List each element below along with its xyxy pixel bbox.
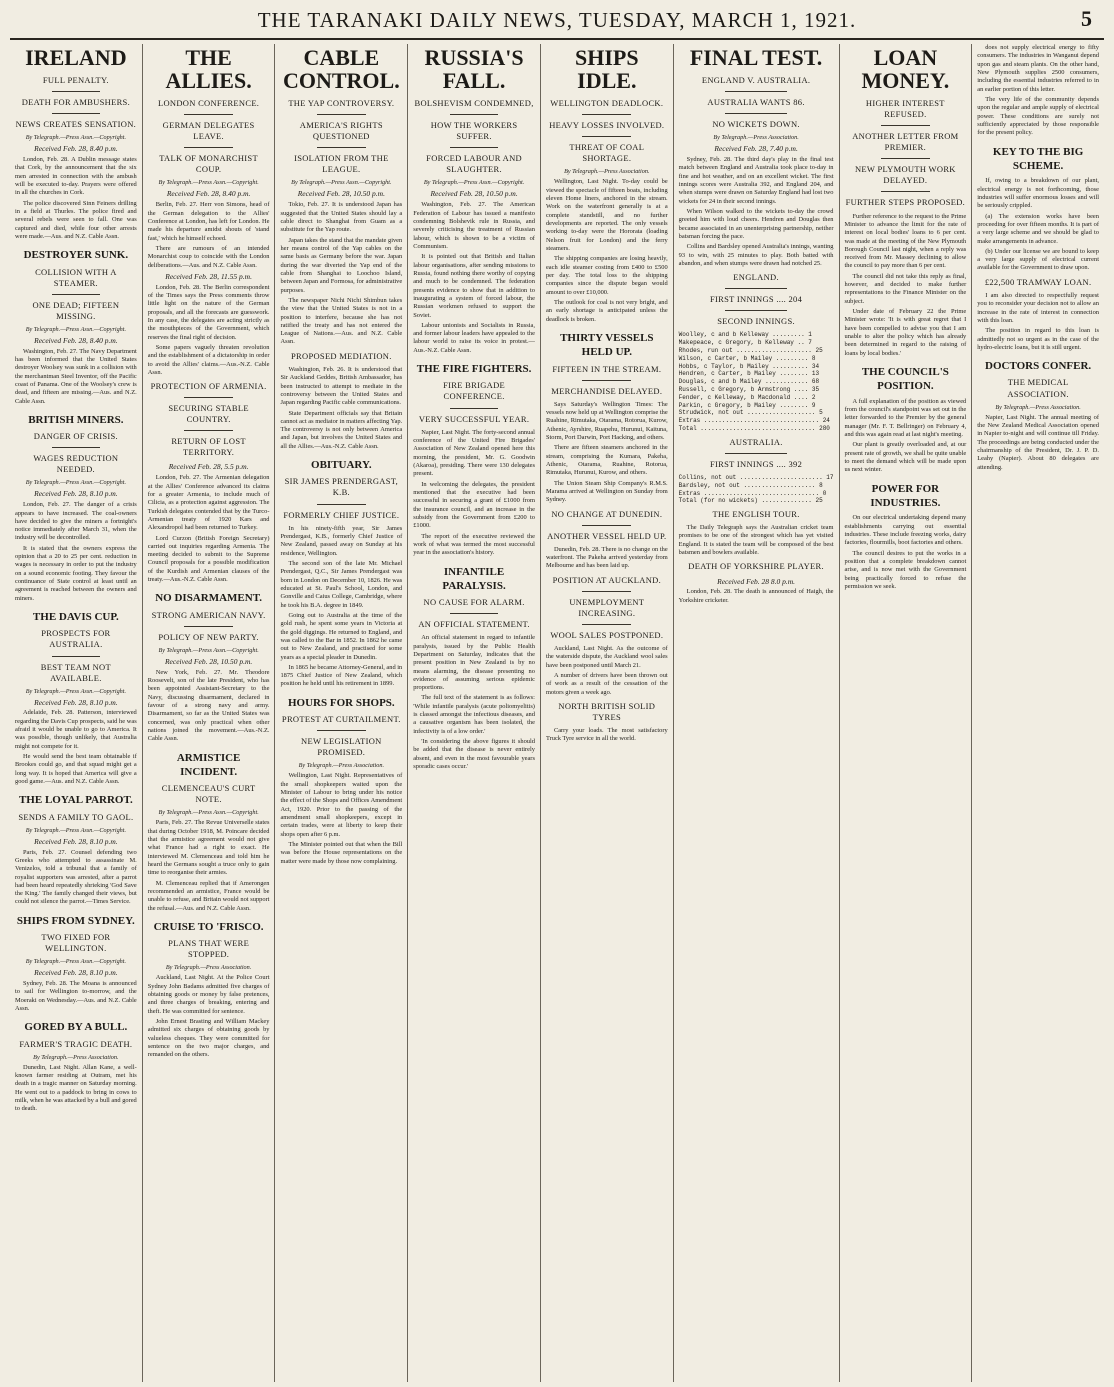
article: [148, 591, 270, 743]
article: [15, 793, 137, 906]
divider: [881, 125, 930, 126]
article-headline: NO DISARMAMENT.: [155, 592, 262, 605]
subheading: FIRST INNINGS .... 204: [710, 294, 803, 305]
article-headline: THE COUNCIL'S POSITION.: [861, 366, 949, 393]
subheading: WAGES REDUCTION NEEDED.: [33, 453, 119, 475]
dateline: Received Feb. 28, 8.10 p.m.: [34, 489, 118, 499]
paragraph: Our plant is greatly overloaded and, at our present rate of growth, we shall be quite unable to meet the demand which will be made upon us next winter.: [844, 441, 967, 474]
paragraph: On our electrical undertaking depend many establishments carrying out essential industries. These include freezing works, dairy factories, flourmills, boot factories and others.: [844, 514, 967, 547]
score-row: Total ................................ 280: [678, 425, 830, 433]
article: [546, 701, 668, 744]
paragraph: Washington, Feb. 26. It is understood that Sir Auckland Geddes, British Ambassador, has been instructed to attempt to mediate in the controversy between the United States and Japan regarding Pacific cable communications.: [280, 365, 403, 407]
score-row: Makepeace, c Gregory, b Kelleway .. 7: [678, 339, 812, 347]
column: [540, 44, 673, 1382]
article: [15, 248, 137, 406]
paragraph: Collins and Bardsley opened Australia's innings, wanting 93 to win, with 25 minutes to play. Both batted with abandon, and when stumps were drawn had notched 25.: [678, 243, 834, 267]
paragraph: The very life of the community depends upon the regular and ample supply of electrical power. These conditions are surely not sufficiently appreciated by those responsible for the present policy.: [977, 95, 1099, 137]
divider: [52, 294, 101, 295]
credit-line: By Telegraph.—Press Association.: [564, 168, 650, 176]
subheading: NO WICKETS DOWN.: [712, 119, 800, 130]
score-row: Hendren, c Carter, b Mailey ........ 13: [678, 370, 820, 378]
divider: [317, 147, 366, 148]
score-row: Extras ................................ 24: [678, 417, 830, 425]
paragraph: Auckland, Last Night. At the Police Court Sydney John Badams admitted five charges of obtaining goods or money by false pretences, and three charges of breaking, entering and theft. He was committed for sentence.: [147, 974, 270, 1015]
paragraph: London, Feb. 27. The Armenian delegation at the Allies' Conference advanced its claims for a greater Armenia, to include much of Cilicia, as a protection against aggression. The Turkish delegates contended that by the Turco-Armenian treaty of 1920 Kars and Alexandropol had been returned to Turkey.: [147, 474, 270, 532]
credit-line: By Telegraph.—Press Assn.—Copyright.: [25, 958, 127, 966]
paragraph: Napier, Last Night. The annual meeting of the New Zealand Medical Association opened in Napier to-night and will continue till Friday. The proceedings are being conducted under the chairmanship of the President, Dr. J. P. D. Leahy (Napier). About 80 delegates are attending.: [977, 413, 1099, 471]
paragraph: Under date of February 22 the Prime Minister wrote: 'It is with great regret that I have been compelled to advise you that I am unable to alter the policy which has already been determined in regard to the raising of loans by local bodies.': [844, 308, 967, 357]
paragraph: The council desires to put the works in a position that a complete breakdown cannot arise, and is now met with the Government being practically forced to refuse the permission we seek.: [844, 549, 967, 590]
paragraph: does not supply electrical energy to fifty consumers. The industries in Wanganui depend upon gas and steam plants. On the other hand, New Plymouth supplies 2500 consumers, including the essential industries referred to in an earlier portion of this letter.: [977, 44, 1099, 93]
paragraph: London, Feb. 28. A Dublin message states that Cork, by the announcement that the six men arrested in connection with the ambush will be executed to-day. Prayers were offered in all the churches in Cork.: [15, 156, 137, 197]
subheading: NEW LEGISLATION PROMISED.: [301, 736, 382, 758]
paragraph: The newspaper Nichi Nichi Shimbun takes the view that the United States is not in a position to interfere, because she has not ratified the treaty and has not entered the League of Nations.—Aus. and N.Z. Cable Assn.: [280, 296, 403, 346]
column: [407, 44, 540, 1382]
dateline: Received Feb. 28 8.0 p.m.: [717, 576, 796, 586]
credit-line: By Telegraph.—Press Association.: [165, 964, 252, 972]
subheading: ANOTHER VESSEL HELD UP.: [547, 530, 667, 541]
article-headline: THE FIRE FIGHTERS.: [416, 363, 532, 376]
article: [679, 437, 834, 505]
masthead-title: THE TARANAKI DAILY NEWS, TUESDAY, MARCH 1, 1921.: [257, 8, 857, 32]
column-headline: THE ALLIES.: [165, 45, 252, 94]
divider: [725, 288, 787, 289]
article: [679, 272, 834, 433]
divider: [184, 397, 233, 398]
dateline: Received Feb. 28, 7.40 p.m.: [714, 144, 798, 154]
divider: [582, 591, 631, 592]
article: [15, 914, 137, 1014]
dateline: Received Feb. 28, 8.10 p.m.: [34, 968, 118, 978]
paragraph: The full text of the statement is as follows: 'While infantile paralysis (acute poliomyelitis) is classed amongst the infectious diseases, and a causative organism has been isolated, the infectivity is of a low order.': [413, 694, 535, 735]
paragraph: When Wilson walked to the wickets to-day the crowd greeted him with loud cheers. Hendren and Douglas then became associated in an unenterprising partnership, neither batsman forcing the pace.: [678, 208, 834, 240]
credit-line: By Telegraph.—Press Assn.—Copyright.: [291, 179, 392, 187]
paragraph: The council did not take this reply as final, however, and decided to make further representations to the Finance Minister on the subject.: [844, 272, 967, 305]
paragraph: In 1865 he became Attorney-General, and in 1875 Chief Justice of New Zealand, which position he held until his retirement in 1899.: [280, 663, 403, 688]
paragraph: I am also directed to respectfully request you to reconsider your decision not to allow an increase in the rate of interest in connection with this loan.: [977, 291, 1099, 324]
article-headline: BRITISH MINERS.: [28, 413, 124, 426]
column-headline: RUSSIA'S FALL.: [424, 45, 524, 94]
paragraph: A full explanation of the position as viewed from the council's standpoint was set out in the letter forwarded to the Premier by the general manager (Mr. F. T. Bellringer) on February 4, and this was again read at last night's meeting.: [844, 397, 967, 438]
subheading: NEW PLYMOUTH WORK DELAYED.: [854, 164, 956, 186]
article: [679, 561, 834, 604]
credit-line: By Telegraph.—Press Association.: [713, 134, 799, 142]
paragraph: Sydney, Feb. 28. The Moana is announced to sail for Wellington to-morrow, and the Moeraki on Wednesday.—Aus. and N.Z. Cable Assn.: [15, 980, 137, 1012]
article: [280, 458, 402, 689]
paragraph: The report of the executive reviewed the work of what was termed the most successful year in the association's history.: [413, 532, 535, 557]
subheading: ISOLATION FROM THE LEAGUE.: [294, 153, 389, 175]
divider: [582, 114, 631, 115]
subheading: WELLINGTON DEADLOCK.: [550, 98, 664, 109]
paragraph: Paris, Feb. 27. Counsel defending two Greeks who attempted to assassinate M. Venizelos, told a tribunal that a family of royalist supporters was arrested, after a parrot had been heard repeatedly shrieking 'God Save the King.' The family changed their views, but could not silence the parrot.—Times Service.: [15, 848, 137, 906]
subheading: DEATH FOR AMBUSHERS.: [21, 97, 130, 108]
subheading: BOLSHEVISM CONDEMNED,: [414, 98, 534, 109]
paragraph: Further reference to the request to the Prime Minister to advance the limit for the rate of interest on local bodies' loans to 6 per cent. was made at the meeting of the New Plymouth Borough Council last night, when a reply was received from Mr. Massey declining to allow the council to pay more than 6 per cent.: [844, 212, 967, 270]
paragraph: Sydney, Feb. 28. The third day's play in the final test match between England and Australia took place to-day in fine and hot weather, and on an excellent wicket. The first innings scores were Australia 392, and England 204, and when stumps were drawn on Saturday England had lost two wickets for 24 in their second innings.: [678, 156, 834, 205]
divider: [582, 525, 631, 526]
score-row: Parkin, c Gregory, b Mailey ........ 9: [678, 401, 816, 409]
masthead-rule: [10, 38, 1104, 40]
paragraph: (a) The extension works have been proceeding for over fifteen months. It is part of a very large scheme and we should be glad to make arrangements in advance.: [977, 212, 1099, 245]
divider: [52, 656, 101, 657]
subheading: SENDS A FAMILY TO GAOL.: [18, 811, 134, 822]
credit-line: By Telegraph.—Press Assn.—Copyright.: [25, 325, 127, 333]
score-row: Woolley, c and b Kelleway ......... 1: [678, 331, 812, 339]
article: [679, 75, 834, 268]
subheading: HOW THE WORKERS SUFFER.: [430, 120, 518, 142]
article: [413, 98, 535, 355]
article-headline: THIRTY VESSELS HELD UP.: [560, 332, 654, 359]
article: [148, 272, 270, 377]
paragraph: Berlin, Feb. 27. Herr von Simons, head of the German delegation to the Allies' Conference at London, has left for London. He made his departure amidst shouts of 'stand fast,' which he himself echoed.: [147, 201, 270, 242]
subheading: AUSTRALIA WANTS 86.: [707, 97, 805, 108]
article-headline: INFANTILE PARALYSIS.: [442, 565, 506, 592]
divider: [450, 408, 499, 409]
score-row: Collins, not out ....................... 17: [678, 473, 834, 481]
paragraph: It is stated that the owners express the opinion that a 20 to 25 per cent. reduction in wages is necessary in order to put the industry on a sound economic footing. They favour the continuance of State control at least until an agreement is reached between the owners and miners.: [15, 544, 137, 602]
paragraph: London, Feb. 27. The danger of a crisis appears to have increased. The coal-owners have decided to give the miners a fortnight's notice immediately after March 31, when the industry will be decontrolled.: [15, 501, 137, 542]
score-row: Rhodes, run out ..................... 25: [678, 347, 823, 355]
paragraph: There are rumours of an intended Monarchist coup to coincide with the London deliberations.—Aus. and N.Z. Cable Assn.: [147, 244, 270, 269]
divider: [582, 380, 631, 381]
paragraph: Labour unionists and Socialists in Russia, and former labour leaders have appealed to the labour world to raise its voice in protest.—Aus.-N.Z. Cable Assn.: [413, 321, 535, 354]
paragraph: The police discovered Sinn Feiners drilling in a field at Thurles. The police fired and several rebels were seen to fall. One was captured and died, while four other arrests were made.—Aus. and N.Z. Cable Assn.: [15, 199, 137, 240]
credit-line: By Telegraph.—Press Association.: [995, 403, 1081, 411]
subheading: DEATH OF YORKSHIRE PLAYER.: [688, 561, 824, 572]
article: [148, 920, 270, 1060]
paragraph: 'In considering the above figures it should be added that the disease is never entirely absent, and even in the most favourable years sporadic cases occur.': [413, 738, 535, 771]
dateline: Received Feb. 28, 11.55 p.m.: [165, 271, 252, 281]
paragraph: Wellington, Last Night. To-day could be viewed the spectacle of fifteen boats, including eleven Home liners, anchored in the stream. Work on the waterfront generally is at a complete standstill, and no further developments are reported. The only vessels working to-day were the Hororata (loading Nelson fruit for London) and the ferry steamers.: [545, 178, 668, 253]
paragraph: The second son of the late Mr. Michael Prendergast, Q.C., Sir James Prendergast was born in London on December 10, 1826. He was educated at St. Paul's School, London, and Gonville and Caius College, Cambridge, where he took his B.A. degree in 1849.: [280, 559, 403, 609]
paragraph: London, Feb. 28. The death is announced of Haigh, the Yorkshire cricketer.: [678, 588, 834, 604]
dateline: Received Feb. 28, 8.10 p.m.: [34, 836, 118, 846]
score-row: Hobbs, c Taylor, b Mailey .......... 34: [678, 362, 820, 370]
paragraph: John Ernest Brasting and William Mackey admitted six charges of obtaining goods by valueless cheques. They were committed for sentence on the two major charges, and remanded on the others.: [147, 1018, 270, 1059]
divider: [184, 147, 233, 148]
dateline: Received Feb. 28, 10.50 p.m.: [430, 189, 518, 199]
paragraph: Going out to Australia at the time of the gold rush, he spent some years in Victoria at the gold diggings. He returned to England, and was called to the Bar in 1852. In 1862 he came out to New Zealand, and practised for some years as a special pleader in Dunedin.: [280, 611, 403, 661]
article: [679, 509, 834, 557]
subheading: NO CHANGE AT DUNEDIN.: [551, 508, 663, 519]
dateline: Received Feb. 28, 10.50 p.m.: [164, 656, 253, 666]
divider: [184, 626, 233, 627]
subheading: FIRE BRIGADE CONFERENCE.: [443, 380, 506, 402]
paragraph: Dunedin, Feb. 28. There is no change on the waterfront. The Pakeha arrived yesterday from Melbourne and has been laid up.: [545, 545, 668, 570]
article: [413, 565, 535, 772]
score-row: Fender, c Kelleway, b Macdonald .... 2: [678, 393, 816, 401]
subheading: AUSTRALIA.: [729, 436, 783, 447]
paragraph: The Union Steam Ship Company's R.M.S. Marama arrived at Wellington on Sunday from Sydney.: [545, 479, 668, 504]
column-headline: SHIPS IDLE.: [575, 45, 639, 94]
credit-line: By Telegraph.—Press Assn.—Copyright.: [25, 826, 127, 834]
subheading: NEWS CREATES SENSATION.: [15, 119, 137, 130]
paragraph: Dunedin, Last Night. Allan Kane, a well-known farmer residing at Outram, met his death in a tragic manner on Saturday morning. He went out to a paddock to bring in cows to milk, when he was attacked by a bull and gored to death.: [15, 1063, 137, 1113]
credit-line: By Telegraph.—Press Assn.—Copyright.: [25, 687, 127, 695]
divider: [450, 147, 499, 148]
article: [148, 381, 270, 584]
article-headline: POWER FOR INDUSTRIES.: [870, 482, 941, 509]
subheading: STRONG AMERICAN NAVY.: [151, 609, 266, 620]
article-headline: GORED BY A BULL.: [24, 1021, 128, 1034]
paragraph: There are fifteen steamers anchored in the stream, comprising the Kumara, Pakeha, Athenic, Otarama, Ruahine, Rotorua, Rimutaka, Hurunui, Kurow, and others.: [545, 444, 668, 477]
subheading: MERCHANDISE DELAYED.: [551, 385, 663, 396]
subheading: THE YAP CONTROVERSY.: [288, 98, 395, 109]
paragraph: Auckland, Last Night. As the outcome of the waterside dispute, the Auckland wool sales have been postponed until March 21.: [545, 644, 668, 669]
divider: [184, 114, 233, 115]
credit-line: By Telegraph.—Press Association.: [298, 762, 385, 770]
article: [977, 359, 1099, 472]
credit-line: By Telegraph.—Press Assn.—Copyright.: [158, 809, 259, 817]
article: [280, 351, 402, 451]
subheading: POLICY OF NEW PARTY.: [158, 631, 259, 642]
subheading: ANOTHER LETTER FROM PREMIER.: [852, 131, 959, 153]
divider: [52, 447, 101, 448]
subheading: PLANS THAT WERE STOPPED.: [168, 938, 250, 960]
subheading: PROSPECTS FOR AUSTRALIA.: [41, 628, 111, 650]
article: [546, 509, 668, 571]
columns: [10, 44, 1104, 1382]
subheading: ONE DEAD; FIFTEEN MISSING.: [32, 299, 120, 321]
subheading: THE ENGLISH TOUR.: [712, 509, 800, 520]
subheading: FARMER'S TRAGIC DEATH.: [19, 1038, 133, 1049]
subheading: SIR JAMES PRENDERGAST, K.B.: [284, 476, 399, 498]
subheading: TALK OF MONARCHIST COUP.: [159, 153, 258, 175]
page-number: 5: [1081, 6, 1092, 31]
article: [977, 44, 1099, 138]
paragraph: State Department officials say that Britain cannot act as mediator in matters affecting Yap. The controversy is not only between America and Japan, but involves the United States and all the Allies.—Aus.-N.Z. Cable Assn.: [280, 409, 403, 450]
subheading: FIRST INNINGS .... 392: [710, 458, 803, 469]
article: [977, 145, 1099, 273]
column-headline: FINAL TEST.: [689, 45, 823, 70]
divider: [52, 113, 101, 114]
article: [845, 482, 967, 592]
credit-line: By Telegraph.—Press Assn.—Copyright.: [25, 134, 127, 142]
dateline: Received Feb. 28, 8.40 p.m.: [34, 144, 118, 154]
score-row: Douglas, c and b Mailey ............ 68: [678, 378, 820, 386]
subheading: HIGHER INTEREST REFUSED.: [865, 98, 945, 120]
paragraph: M. Clemenceau replied that if Amerongen recommended an armistice, France would be unable to refuse, and Britain would not support the refusal.—Aus. and N.Z. Cable Assn.: [147, 879, 270, 912]
subheading: VERY SUCCESSFUL YEAR.: [418, 413, 530, 424]
divider: [725, 113, 787, 114]
paragraph: London, Feb. 28. The Berlin correspondent of the Times says the Press comments throw little light on the nature of the German proposals, and all the forecasts are guesswork. In any case, the delegates are acting strictly as the mouthpieces of the Government, which reserves the final right of decision.: [147, 283, 270, 341]
paragraph: Japan takes the stand that the mandate given her means control of the Yap cables on the same basis as Germany before the war. Japan during the war diverted the Yap end of the cable from Shanghai to Loochoo Island, between Japan and Formosa, for administrative purposes.: [280, 236, 403, 294]
paragraph: Lord Curzon (British Foreign Secretary) carried out inquiries regarding Armenia. The meeting decided to submit to the Supreme Council proposals for a possible modification of the Kurdish and Armenian clauses of the treaty.—Aus.-N.Z. Cable Assn.: [147, 534, 270, 584]
column: [971, 44, 1104, 1382]
article-headline: CRUISE TO 'FRISCO.: [153, 920, 264, 933]
score-row: Extras ................................ 0: [678, 489, 827, 497]
paragraph: The Daily Telegraph says the Australian cricket team promises to be one of the strongest which has yet visited England. It is stated the team will be composed of the best batsmen and bowlers available.: [678, 524, 834, 557]
article: [546, 575, 668, 697]
score-row: Russell, c Gregory, b Armstrong .... 35: [678, 386, 820, 394]
subheading: ENGLAND V. AUSTRALIA.: [701, 75, 811, 86]
article: [413, 362, 535, 557]
subheading: LONDON CONFERENCE.: [157, 98, 260, 109]
divider: [582, 624, 631, 625]
divider: [317, 730, 366, 731]
paragraph: A number of drivers have been thrown out of work as a result of the cessation of the motors given a week ago.: [545, 671, 668, 696]
subheading: POSITION AT AUCKLAND.: [552, 574, 661, 585]
column: [10, 44, 142, 1382]
divider: [725, 310, 787, 311]
subheading: BEST TEAM NOT AVAILABLE.: [40, 661, 111, 683]
subheading: PROTECTION OF ARMENIA.: [150, 381, 267, 392]
paragraph: New York, Feb. 27. Mr. Theodore Roosevelt, son of the late President, who has been appointed Assistant-Secretary to the Navy, discussing disarmament, declared in favour of a strong navy and army. Disarmament, so far as the United States was concerned, was only practical when other nations joined the movement.—Aus.-N.Z. Cable Assn.: [147, 668, 270, 743]
column: [274, 44, 407, 1382]
article-headline: KEY TO THE BIG SCHEME.: [992, 145, 1084, 172]
subheading: THREAT OF COAL SHORTAGE.: [569, 142, 645, 164]
subheading: SECOND INNINGS.: [717, 316, 795, 327]
paragraph: It is pointed out that British and Italian labour organisations, after sending missions to Russia, found nothing there worthy of copying and much to be condemned. The federation presents evidence to show that in addition to inaugurating a system of forced labour, the Russian workmen refused to support the Soviet.: [413, 253, 535, 319]
divider: [725, 453, 787, 454]
paragraph: Napier, Last Night. The forty-second annual conference of the United Fire Brigades' Association of New Zealand opened here this morning, the president, Mr. G. Goodwin (Akaroa), presiding. There were 130 delegates present.: [413, 428, 535, 478]
paragraph: The outlook for coal is not very bright, and an early shortage is anticipated unless the deadlock is broken.: [545, 299, 668, 323]
credit-line: By Telegraph.—Press Assn.—Copyright.: [25, 479, 127, 487]
score-row: Wilson, c Carter, b Mailey ......... 8: [678, 354, 816, 362]
column: [839, 44, 972, 1382]
paragraph: Wellington, Last Night. Representatives of the small shopkeepers waited upon the Minister of Labour to bring under his notice the effect of the Shops and Offices Amendment Act, 1920. Prior to the passing of the amendment small shopkeepers, except in certain trades, were at liberty to keep their shops open after 6 p.m.: [280, 772, 403, 838]
divider: [450, 114, 499, 115]
article: [148, 98, 270, 270]
subheading: RETURN OF LOST TERRITORY.: [171, 436, 246, 458]
paragraph: Washington, Feb. 27. The American Federation of Labour has issued a manifesto condemning Bolshevik rule in Russia, and severely criticising the treatment of Russian labour, which is shown to be a victim of Communism.: [413, 201, 535, 250]
subheading: FURTHER STEPS PROPOSED.: [845, 197, 966, 208]
credit-line: By Telegraph.—Press Assn.—Copyright.: [158, 179, 259, 187]
subheading: £22,500 TRAMWAY LOAN.: [984, 276, 1092, 287]
dateline: Received Feb. 28, 5.5 p.m.: [168, 462, 249, 472]
paragraph: Washington, Feb. 27. The Navy Department has been informed that the United States destroyer Woolsey was sunk in a collision with the merchantman Steel Inventor, off the Pacific coast of Panama. One of the Woolsey's crew is dead, and fifteen are missing.—Aus. and N.Z. Cable Assn.: [15, 347, 137, 405]
article: [546, 98, 668, 324]
subheading: CLEMENCEAU'S CURT NOTE.: [161, 783, 256, 805]
subheading: FORMERLY CHIEF JUSTICE.: [283, 509, 400, 520]
subheading: ENGLAND.: [733, 272, 779, 283]
article-headline: OBITUARY.: [311, 459, 372, 472]
divider: [881, 158, 930, 159]
dateline: Received Feb. 28, 8.40 p.m.: [166, 189, 251, 199]
subheading: HEAVY LOSSES INVOLVED.: [549, 120, 665, 131]
article: [845, 98, 967, 358]
subheading: THE MEDICAL ASSOCIATION.: [1007, 377, 1069, 399]
divider: [582, 136, 631, 137]
credit-line: By Telegraph.—Press Assn.—Copyright.: [158, 646, 259, 654]
paragraph: Says Saturday's Wellington Times: The vessels now held up at Wellington comprise the Ruahine, Rimutaka, Otarama, Rotorua, Kurow, Athenic, Ayrshire, Ruapehu, Hurunui, Kaituna, Storm, Port Darwin, Port Hacking, and others.: [545, 400, 668, 442]
column-headline: CABLE CONTROL.: [282, 45, 400, 94]
subheading: COLLISION WITH A STEAMER.: [35, 266, 117, 288]
subheading: TWO FIXED FOR WELLINGTON.: [41, 932, 111, 954]
subheading: WOOL SALES POSTPONED.: [550, 629, 664, 640]
subheading: FORCED LABOUR AND SLAUGHTER.: [426, 153, 522, 175]
subheading: DANGER OF CRISIS.: [33, 431, 118, 442]
divider: [317, 114, 366, 115]
paragraph: Tokio, Feb. 27. It is understood Japan has suggested that the United States should lay a cable direct to Shanghai from Guam as a substitute for the Yap route.: [280, 201, 403, 234]
subheading: FULL PENALTY.: [42, 75, 109, 86]
article-headline: DOCTORS CONFER.: [985, 360, 1092, 373]
article-headline: HOURS FOR SHOPS.: [288, 696, 395, 709]
dateline: Received Feb. 28, 10.50 p.m.: [297, 189, 385, 199]
article: [15, 1020, 137, 1113]
column: [142, 44, 275, 1382]
subheading: GERMAN DELEGATES LEAVE.: [162, 120, 255, 142]
subheading: UNEMPLOYMENT INCREASING.: [569, 596, 645, 618]
subheading: AMERICA'S RIGHTS QUESTIONED: [299, 120, 383, 142]
paragraph: Some papers vaguely threaten revolution and the establishment of a dictatorship in order to avoid the Allies' claims.—Aus.-N.Z. Cable Assn.: [147, 343, 270, 376]
paragraph: Paris, Feb. 27. The Revue Universelle states that during October 1918, M. Poincare decided that the armistice agreement would not give what France had a right to exact. He interviewed M. Clemenceau and told him he heard the Germans sought a truce only to gain time to reorganise their armies.: [147, 819, 270, 877]
article: [15, 610, 137, 786]
score-row: Total (for no wickets) .............. 25: [678, 497, 823, 505]
article: [15, 75, 137, 241]
column-headline: LOAN MONEY.: [861, 45, 950, 94]
article: [148, 751, 270, 913]
subheading: AN OFFICIAL STATEMENT.: [418, 619, 530, 630]
credit-line: By Telegraph.—Press Association.: [33, 1053, 119, 1061]
credit-line: By Telegraph.—Press Assn.—Copyright.: [423, 179, 525, 187]
article: [546, 331, 668, 505]
paragraph: He would send the best team obtainable if Brookes could go, and that squad might get a long way. It is hoped that America will give a good game.—Aus. and N.Z. Cable Assn.: [15, 753, 137, 786]
article-headline: THE DAVIS CUP.: [32, 611, 119, 624]
masthead: [0, 0, 1114, 40]
divider: [450, 613, 499, 614]
score-row: Strudwick, not out ................... 5: [678, 409, 823, 417]
article-headline: SHIPS FROM SYDNEY.: [16, 914, 135, 927]
paragraph: Adelaide, Feb. 28. Patterson, interviewed regarding the Davis Cup prospects, said he was afraid it would be unable to go to America. It was possible, though unlikely, that Australia might not compete for it.: [15, 709, 137, 750]
paragraph: If, owing to a breakdown of our plant, electrical energy is not forthcoming, those industries will suffer enormous losses and will be seriously crippled.: [977, 177, 1099, 210]
subheading: NORTH BRITISH SOLID TYRES: [558, 700, 656, 722]
paragraph: Carry your loads. The most satisfactory Truck Tyre service in all the world.: [545, 726, 668, 743]
subheading: FIFTEEN IN THE STREAM.: [552, 363, 662, 374]
dateline: Received Feb. 28, 8.40 p.m.: [34, 335, 118, 345]
paragraph: In welcoming the delegates, the president mentioned that the executive had been successful in securing a grant of £1000 from the insurance council, and an increase in the subsidy from the Government from £200 to £1000.: [413, 480, 535, 530]
article: [15, 413, 137, 603]
article: [280, 98, 402, 347]
paragraph: The shipping companies are losing heavily, each idle steamer costing from £400 to £500 per day. The total loss to the shipping companies since the dispute began would amount to over £10,000.: [545, 255, 668, 296]
paragraph: An official statement in regard to infantile paralysis, issued by the Public Health Department on Saturday, indicates that the present position in New Zealand is by no means alarming, the disease presenting no evidence of assuming serious epidemic proportions.: [413, 634, 535, 692]
divider: [184, 430, 233, 431]
article: [280, 696, 402, 866]
column-headline: IRELAND: [25, 45, 127, 70]
column: [673, 44, 839, 1382]
paragraph: The position in regard to this loan is admittedly not so urgent as in the case of the hydro-electric loans, but it is still urgent.: [977, 327, 1099, 351]
paragraph: In his ninety-fifth year, Sir James Prendergast, K.B., formerly Chief Justice of New Zealand, passed away on Sunday at his residence, Wellington.: [280, 524, 403, 557]
subheading: SECURING STABLE COUNTRY.: [168, 403, 249, 425]
dateline: Received Feb. 28, 8.10 p.m.: [34, 697, 118, 707]
article: [977, 277, 1099, 352]
article-headline: DESTROYER SUNK.: [23, 249, 129, 262]
divider: [317, 504, 366, 505]
score-row: Bardsley, not out .................... 8: [678, 481, 823, 489]
divider: [881, 191, 930, 192]
divider: [52, 91, 101, 92]
article: [845, 365, 967, 475]
article-headline: ARMISTICE INCIDENT.: [176, 751, 241, 778]
paragraph: (b) Under our license we are bound to keep a very large supply of electrical current available for the Government to draw upon.: [977, 247, 1099, 272]
subheading: PROTEST AT CURTAILMENT.: [281, 714, 401, 725]
subheading: PROPOSED MEDIATION.: [291, 350, 392, 361]
subheading: NO CAUSE FOR ALARM.: [423, 597, 525, 608]
divider: [725, 91, 787, 92]
article-headline: THE LOYAL PARROT.: [18, 794, 133, 807]
paragraph: The Minister pointed out that when the Bill was before the House representations on the matter were made by those now complaining.: [280, 840, 403, 865]
